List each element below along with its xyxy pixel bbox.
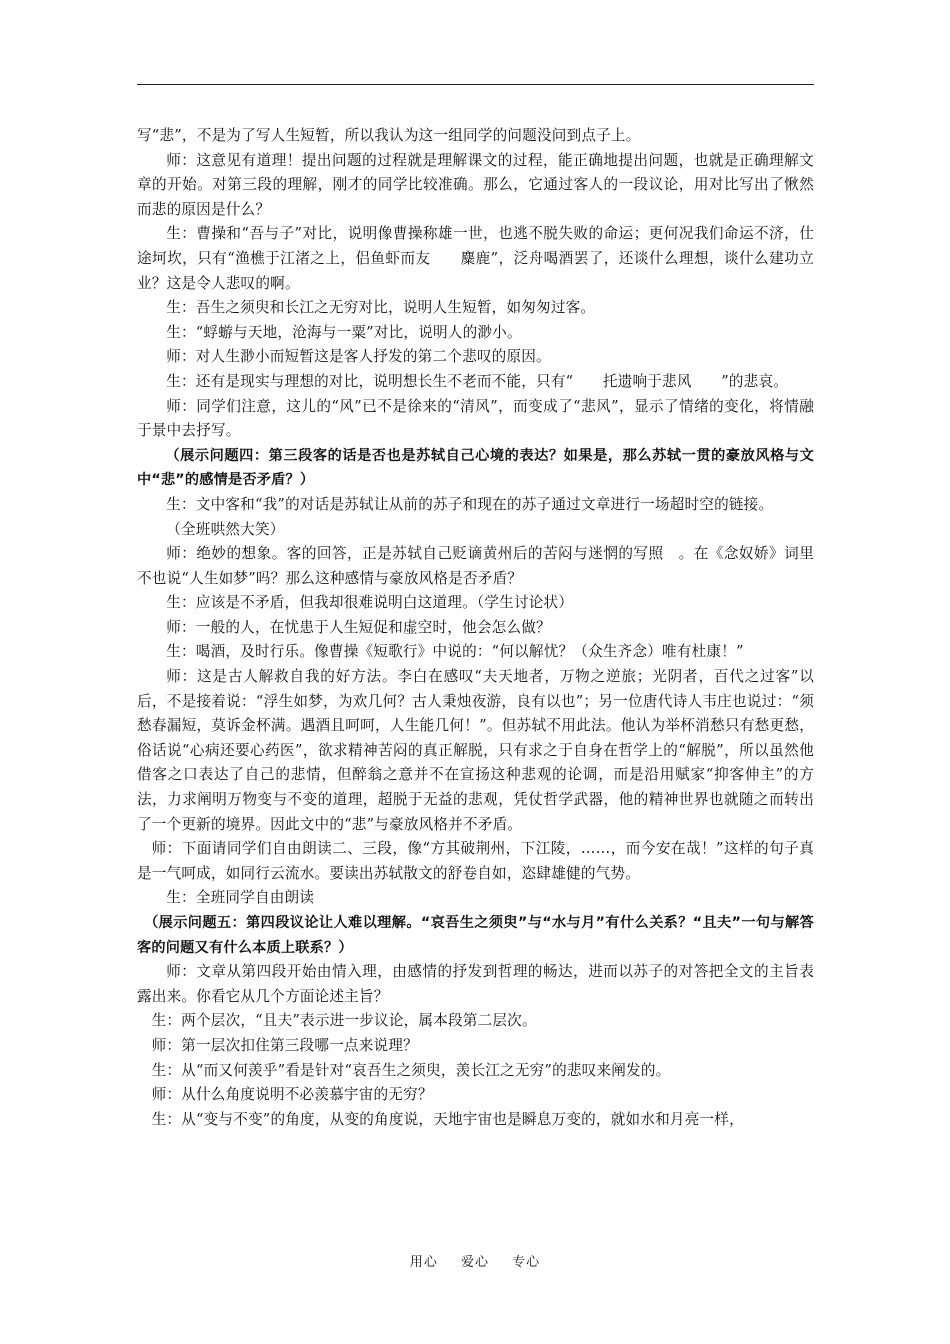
text-paragraph: 师：绝妙的想象。客的回答，正是苏轼自己贬谪黄州后的苦闷与迷惘的写照 。在《念奴娇》词里不也说“人生如梦”吗？那么这种感情与豪放风格是否矛盾？ (137, 545, 814, 587)
text-paragraph: 师：这意见有道理！提出问题的过程就是理解课文的过程，能正确地提出问题，也就是正确理解文章的开始。对第三段的理解，刚才的同学比较准确。那么，它通过客人的一段议论，用对比写出了愀然而悲的原因是什么？ (137, 151, 814, 218)
text-paragraph: 师：同学们注意，这儿的“风”已不是徐来的“清风”，而变成了“悲风”，显示了情绪的变化，将情融于景中去抒写。 (137, 397, 814, 440)
page-footer (0, 1251, 950, 1270)
text-paragraph: 生：喝酒，及时行乐。像曹操《短歌行》中说的：“何以解忧？（众生齐念）唯有杜康！” (166, 643, 744, 661)
text-paragraph: 师：第一层次扣住第三段哪一点来说理？ (151, 1036, 418, 1054)
text-paragraph: 生：从“变与不变”的角度，从变的角度说，天地宇宙也是瞬息万变的，就如水和月亮一样， (151, 1110, 744, 1128)
text-paragraph: 师：从什么角度说明不必羡慕宇宙的无穷？ (151, 1086, 433, 1104)
text-paragraph: 师：下面请同学们自由朗读二、三段，像“方其破荆州，下江陵，……，而今安在哉！”这样的句子真是一气呵成，如同行云流水。要读出苏轼散文的舒卷自如，恣肆雄健的气势。 (137, 840, 814, 882)
text-paragraph: 师：一般的人，在忧患于人生短促和虚空时，他会怎么做？ (166, 618, 551, 636)
text-paragraph: 生：两个层次，“且夫”表示进一步议论，属本段第二层次。 (151, 1012, 537, 1030)
text-paragraph: 生：从“而又何羡乎”看是针对“哀吾生之须臾，羡长江之无穷”的悲叹来阐发的。 (151, 1061, 671, 1079)
question-paragraph: （展示问题四：第三段客的话是否也是苏轼自己心境的表达？如果是，那么苏轼一贯的豪放风格与文中“悲”的感情是否矛盾？） (137, 447, 814, 489)
footer-text-3: 专心 (512, 1255, 541, 1270)
question-paragraph: （展示问题五：第四段议论让人难以理解。“哀吾生之须臾”与“水与月”有什么关系？“且夫”一句与解答客的问题又有什么本质上联系？） (137, 915, 814, 956)
text-paragraph: 师：文章从第四段开始由情入理，由感情的抒发到哲理的畅达，进而以苏子的对答把全文的主旨表露出来。你看它从几个方面论述主旨？ (137, 963, 814, 1005)
text-paragraph: 生：应该是不矛盾，但我却很难说明白这道理。（学生讨论状） (166, 594, 574, 612)
header-rule (137, 84, 814, 85)
text-paragraph: 生：“蜉蝣与天地，沧海与一粟”对比，说明人的渺小。 (166, 323, 522, 341)
text-paragraph: 生：全班同学自由朗读 (166, 889, 315, 907)
text-paragraph: 师：对人生渺小而短暂这是客人抒发的第二个悲叹的原因。 (166, 348, 551, 366)
text-paragraph: 生：文中客和“我”的对话是苏轼让从前的苏子和现在的苏子通过文章进行一场超时空的链接。 (166, 495, 774, 513)
footer-text-1: 用心 (409, 1255, 438, 1270)
document-body (137, 124, 814, 1132)
text-paragraph: 生：曹操和“吾与子”对比，说明像曹操称雄一世，也逃不脱失败的命运；更何况我们命运不济，仕途坷坎，只有“渔樵于江渚之上，侣鱼虾而友 麋鹿”，泛舟喝酒罢了，还谈什么理想，谈什么建功立业？这是令人悲叹的啊。 (137, 225, 814, 292)
text-paragraph: 师：这是古人解救自我的好方法。李白在感叹“夫天地者，万物之逆旅；光阴者，百代之过客”以后，不是接着说：“浮生如梦，为欢几何？古人秉烛夜游，良有以也”；另一位唐代诗人韦庄也说过：“须愁春漏短，莫诉金杯满。遇酒且呵呵，人生能几何！”。但苏轼不用此法。他认为举杯消愁只有愁更愁，俗话说“心病还要心药医”，欲求精神苦闷的真正解脱，只有求之于自身在哲学上的“解脱”，所以虽然他借客之口表达了自己的悲情，但醉翁之意并不在宣扬这种悲观的论调，而是沿用赋家“抑客伸主”的方法，力求阐明万物变与不变的道理，超脱于无益的悲观，凭仗哲学武器，他的精神世界也就随之而转出了一个更新的境界。因此文中的“悲”与豪放风格并不矛盾。 (137, 668, 814, 833)
text-paragraph: （全班哄然大笑） (166, 520, 285, 538)
footer-text-2: 爱心 (460, 1255, 489, 1270)
text-paragraph: 生：还有是现实与理想的对比，说明想长生不老而不能，只有“ 托遗响于悲风 ”的悲哀。 (166, 372, 789, 390)
text-paragraph: 写“悲”，不是为了写人生短暂，所以我认为这一组同学的问题没问到点子上。 (137, 127, 641, 144)
text-paragraph: 生：吾生之须臾和长江之无穷对比，说明人生短暂，如匆匆过客。 (166, 299, 596, 317)
